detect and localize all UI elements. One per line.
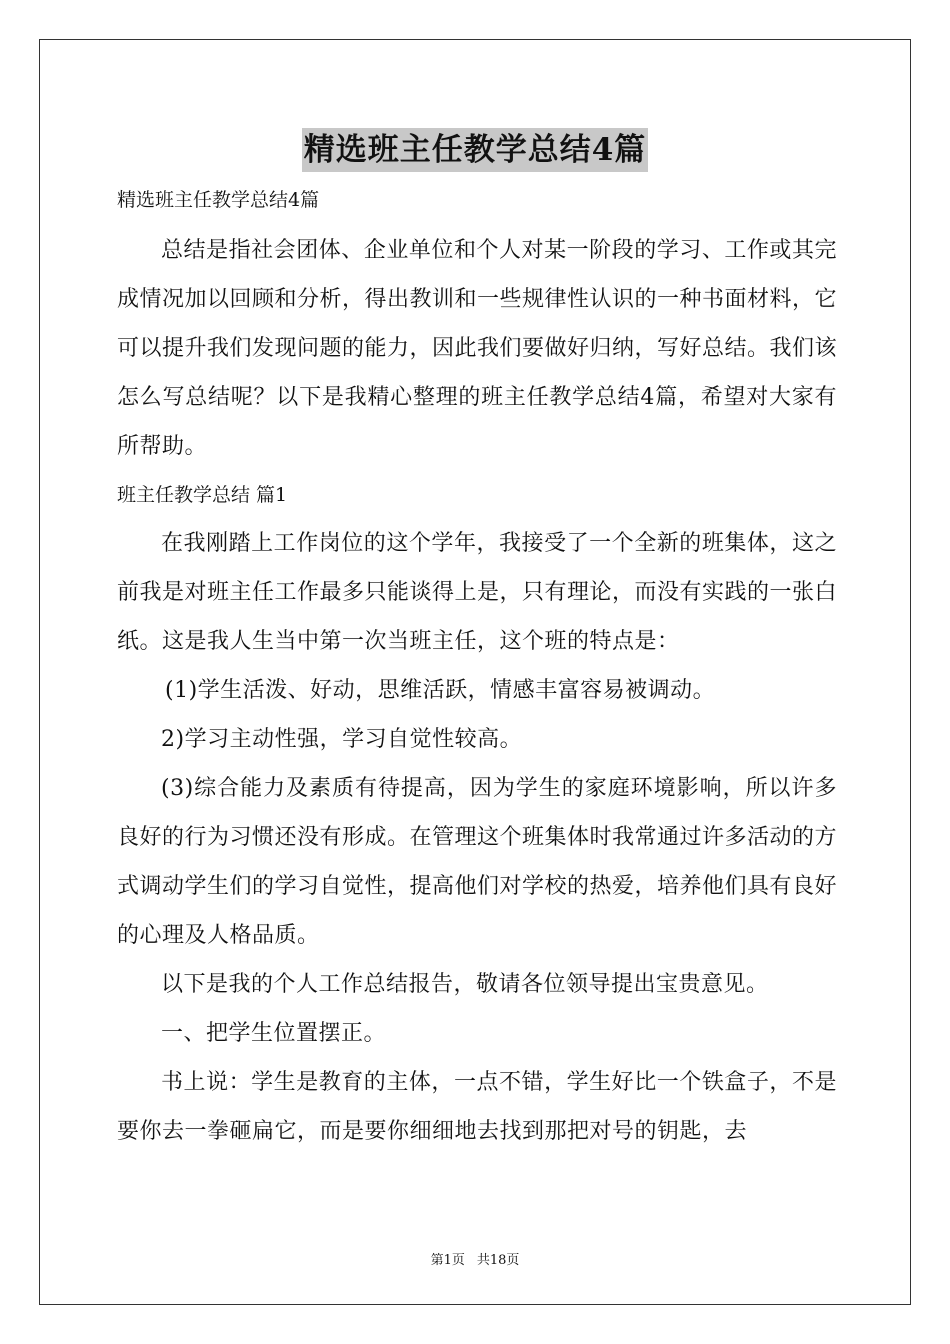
section-paragraph: 在我刚踏上工作岗位的这个学年，我接受了一个全新的班集体，这之前我是对班主任工作最多只能谈得上是，只有理论，而没有实践的一张白纸。这是我人生当中第一次当班主任，这个班的特点是： [117,531,838,654]
page-total: 共18页 [476,1253,520,1268]
list-item: (1)学生活泼、好动，思维活跃，情感丰富容易被调动。 [165,678,716,703]
list-item: 2)学习主动性强，学习自觉性较高。 [161,727,523,752]
report-paragraph: 以下是我的个人工作总结报告，敬请各位领导提出宝贵意见。 [161,972,769,997]
list-item-paragraph: (3)综合能力及素质有待提高，因为学生的家庭环境影响，所以许多良好的行为习惯还没有形成。在管理这个班集体时我常通过许多活动的方式调动学生们的学习自觉性，提高他们对学校的热爱，培养他们具有良好的心理及人格品质。 [117,776,838,948]
document-subtitle: 精选班主任教学总结4篇 [117,189,320,211]
section-heading: 班主任教学总结 篇1 [117,484,288,506]
document-title: 精选班主任教学总结4篇 [302,128,649,172]
point-paragraph: 书上说：学生是教育的主体，一点不错，学生好比一个铁盒子，不是要你去一拳砸扁它，而是要你细细地去找到那把对号的钥匙，去 [117,1070,837,1144]
point-heading: 一、把学生位置摆正。 [161,1021,387,1046]
document-body [117,178,837,1156]
intro-paragraph: 总结是指社会团体、企业单位和个人对某一阶段的学习、工作或其完成情况加以回顾和分析，得出教训和一些规律性认识的一种书面材料，它可以提升我们发现问题的能力，因此我们要做好归纳，写好总结。我们该怎么写总结呢？以下是我精心整理的班主任教学总结4篇，希望对大家有所帮助。 [117,238,838,459]
page-footer [0,1252,950,1270]
title-container [0,128,950,172]
page-number: 第1页 [430,1253,465,1268]
